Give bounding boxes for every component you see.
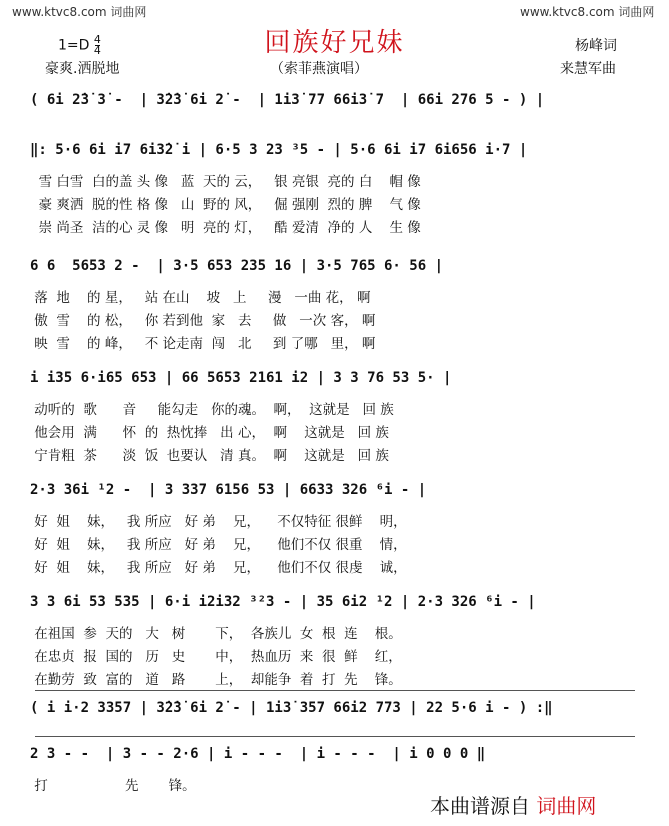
- lyric-line: 宁肯粗 茶 淡 饭 也要认 清 真。 啊 这就是 回 族: [30, 448, 389, 464]
- key-prefix: 1=D: [58, 37, 90, 54]
- lyric-line: 好 姐 妹， 我 所应 好 弟 兄， 他们不仅 很虔 诚，: [30, 560, 407, 576]
- footer-prefix: 本曲谱源自: [430, 794, 530, 818]
- footer-site: 词曲网: [536, 794, 597, 818]
- time-top: 4: [93, 33, 101, 46]
- lyric-line: 在祖国 参 天的 大 树 下， 各族儿 女 根 连 根。: [30, 626, 402, 642]
- notation-row: 6 6 5653 2 - | 3·5 653 235 16 | 3·5 765 6· 56 |: [30, 258, 444, 274]
- source-footer: [430, 790, 596, 819]
- time-signature: [94, 35, 101, 56]
- lyric-line: 豪 爽洒 脱的性 格 像 山 野的 风， 倔 强刚 烈的 脾 气 像: [30, 197, 421, 213]
- time-bottom: 4: [93, 44, 101, 57]
- lyric-line: 映 雪 的 峰， 不 论走南 闯 北 到 了哪 里， 啊: [30, 336, 376, 352]
- song-title: 回族好兄妹: [264, 28, 405, 58]
- lyric-line: 动听的 歌 音 能勾走 你的魂。 啊， 这就是 回 族: [30, 402, 394, 418]
- notation-row: i i35 6·i65 653 | 66 5653 2161 i2 | 3 3 76 53 5· |: [30, 370, 452, 386]
- notation-row: 2·3 36i ¹2 - | 3 337 6156 53 | 6633 326 ⁶i - |: [30, 482, 427, 498]
- performer: （索菲燕演唱）: [270, 61, 368, 77]
- bracket-line: [35, 690, 635, 691]
- key-signature: [58, 35, 101, 56]
- lyric-line: 在勤劳 致 富的 道 路 上， 却能争 着 打 先 锋。: [30, 672, 402, 688]
- lyricist: 杨峰词: [575, 38, 617, 54]
- lyric-line: 打 先 锋。: [30, 778, 196, 794]
- notation-row: ‖: 5·6 6i i7 6i3̇2̇ i | 6·5 3 23 ³5 - | 5·6 6i i7 6i656 i·7 |: [30, 142, 528, 158]
- lyric-line: 雪 白雪 白的盖 头 像 蓝 天的 云， 银 亮银 亮的 白 帽 像: [30, 174, 421, 190]
- notation-row: 3 3 6i 53 535 | 6·i i2i32 ³²3 - | 35 6i2 ¹2 | 2·3 326 ⁶i - |: [30, 594, 536, 610]
- lyric-line: 落 地 的 星， 站 在山 坡 上 漫 一曲 花， 啊: [30, 290, 371, 306]
- lyric-line: 傲 雪 的 松， 你 若到他 家 去 做 一次 客， 啊: [30, 313, 376, 329]
- watermark-right: www.ktvc8.com 词曲网: [520, 5, 655, 19]
- lyric-line: 他会用 满 怀 的 热忱捧 出 心， 啊 这就是 回 族: [30, 425, 389, 441]
- lyric-line: 好 姐 妹， 我 所应 好 弟 兄， 他们不仅 很重 情，: [30, 537, 407, 553]
- notation-row: ( i i·2 3357 | 3̇2̇3̇ 6i 2̇ - | 1i3̇ 357 66i2 773 | 22 5·6 i - ) :‖: [30, 700, 553, 716]
- bracket-line: [35, 736, 635, 737]
- lyric-line: 好 姐 妹， 我 所应 好 弟 兄， 不仅特征 很鲜 明，: [30, 514, 407, 530]
- composer: 来慧军曲: [560, 61, 616, 77]
- notation-row: ( 6i 2̇3̇ 3̇ - | 3̇2̇3̇ 6i 2̇ - | 1i3̇ 77 66i3̇ 7 | 66i 276 5 - ) |: [30, 92, 545, 108]
- tempo-marking: 豪爽.洒脱地: [45, 61, 120, 77]
- watermark-left: www.ktvc8.com 词曲网: [12, 5, 147, 19]
- notation-row: 2 3 - - | 3 - - 2·6 | i - - - | i - - - | i 0 0 0 ‖: [30, 746, 486, 762]
- lyric-line: 在忠贞 报 国的 历 史 中， 热血历 来 很 鲜 红，: [30, 649, 402, 665]
- lyric-line: 崇 尚圣 洁的心 灵 像 明 亮的 灯， 酷 爱清 净的 人 生 像: [30, 220, 421, 236]
